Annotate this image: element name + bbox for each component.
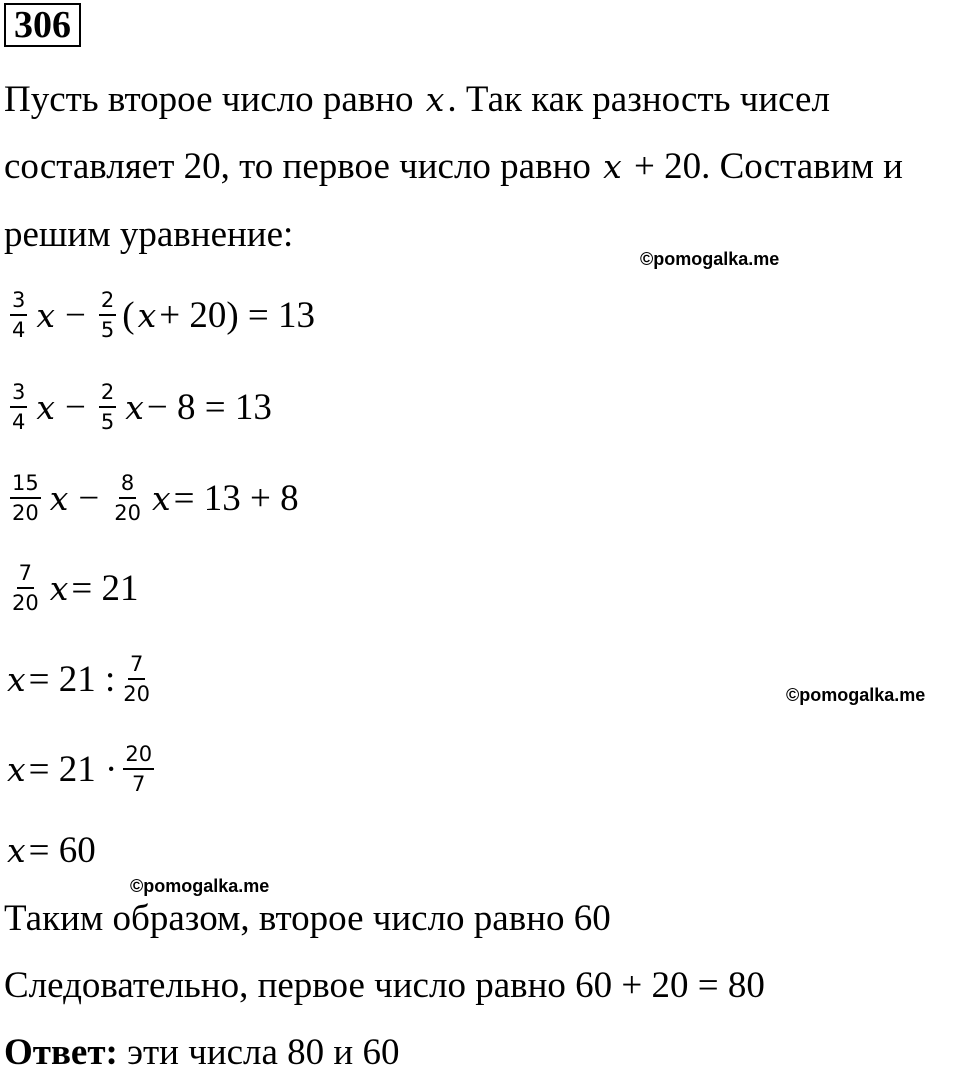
fraction: $\frac{7}{20}$	[12, 561, 39, 615]
conclusion-line-2: Следовательно, первое число равно 60 + 20 = 80	[4, 965, 765, 1006]
watermark: ©pomogalka.me	[786, 685, 926, 705]
variable-x: x	[49, 478, 69, 518]
answer-line	[4, 1031, 399, 1075]
watermark: ©pomogalka.me	[130, 876, 270, 896]
variable-x: x	[7, 830, 26, 870]
intro-text: . Так как разность чисел	[447, 79, 830, 120]
variable-x: x	[137, 295, 157, 335]
variable-x: x	[36, 295, 55, 335]
intro-text: составляет 20, то первое число равно	[4, 146, 601, 187]
watermark: ©pomogalka.me	[640, 249, 780, 269]
equation-rest: = 60	[28, 829, 96, 871]
fraction: $\frac{3}{4}$	[12, 380, 26, 434]
intro-text: + 20. Составим и	[624, 146, 903, 187]
fraction: $\frac{2}{5}$	[100, 288, 115, 342]
equation-rest: + 20) = 13	[159, 294, 316, 336]
equation-6	[4, 734, 160, 804]
conclusion-line-1: Таким образом, второе число равно 60	[4, 898, 611, 939]
variable-x: x	[425, 80, 445, 119]
variable-x: x	[7, 659, 26, 699]
answer-text: эти числа 80 и 60	[117, 1032, 400, 1073]
equation-4	[4, 553, 138, 623]
answer-label: Ответ:	[4, 1032, 118, 1073]
operator: −	[78, 477, 100, 519]
equation-5	[4, 644, 158, 714]
intro-line-3: решим уравнение:	[4, 214, 294, 255]
equation-rest: = 13 + 8	[173, 477, 299, 519]
equation-7	[4, 815, 96, 885]
equation-rest: = 21 ·	[28, 748, 118, 790]
equation-rest: − 8 = 13	[146, 386, 272, 428]
variable-x: x	[125, 387, 144, 427]
fraction: $\frac{2}{5}$	[100, 380, 115, 434]
variable-x: x	[36, 387, 55, 427]
intro-line-1	[4, 78, 830, 122]
intro-line-2	[4, 145, 903, 189]
equation-1	[4, 280, 315, 350]
variable-x: x	[151, 478, 171, 518]
fraction: $\frac{15}{20}$	[12, 471, 39, 525]
operator: −	[65, 386, 86, 428]
equation-rest: = 21 :	[28, 658, 116, 700]
variable-x: x	[7, 749, 26, 789]
paren: (	[122, 294, 135, 336]
fraction: $\frac{20}{7}$	[125, 742, 153, 796]
equation-rest: = 21	[71, 567, 139, 609]
fraction: $\frac{8}{20}$	[114, 471, 141, 525]
intro-text: Пусть второе число равно	[4, 79, 423, 120]
operator: −	[65, 294, 86, 336]
fraction: $\frac{3}{4}$	[12, 288, 26, 342]
equation-3	[4, 463, 299, 533]
variable-x: x	[49, 568, 69, 608]
fraction: $\frac{7}{20}$	[123, 652, 151, 706]
problem-number: 306	[4, 3, 81, 47]
variable-x: x	[603, 147, 622, 186]
equation-2	[4, 372, 272, 442]
